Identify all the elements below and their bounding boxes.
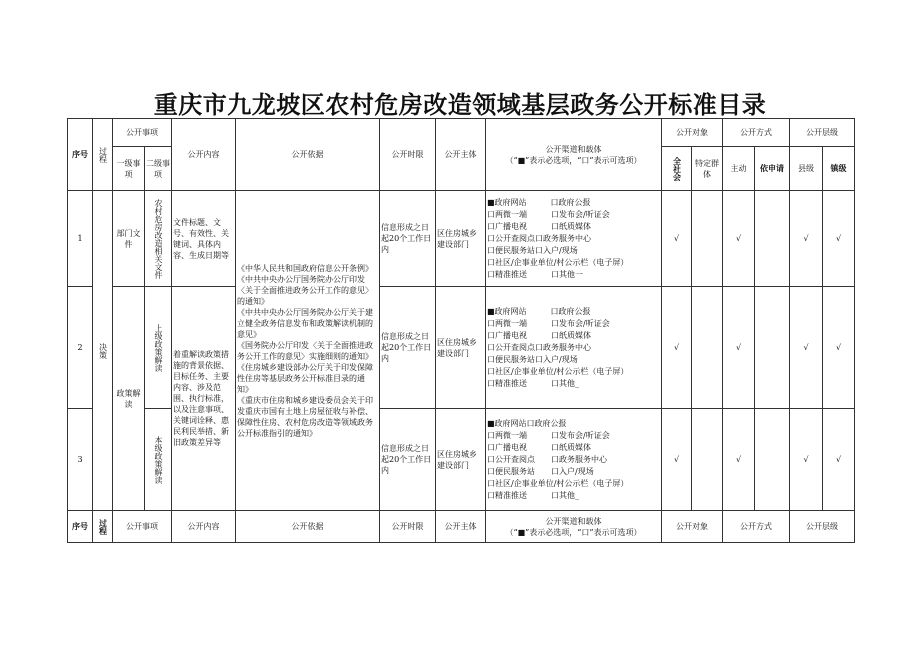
header-level: 公开层级 — [790, 119, 855, 147]
row-time: 信息形成之日起20个工作日内 — [380, 287, 436, 409]
header-matters: 公开事项 — [113, 119, 172, 147]
check-specific — [692, 287, 723, 409]
check-request — [755, 409, 790, 511]
row-level2: 上级政策解读 — [145, 287, 172, 409]
footer-channel-label: 公开渠道和载体 — [545, 516, 602, 526]
check-specific — [692, 191, 723, 287]
row-level2: 本级政策解读 — [145, 409, 172, 511]
header-time: 公开时限 — [380, 119, 436, 191]
header-method-request: 依申请 — [755, 147, 790, 191]
channel-line: ■政府网站口政府公报 — [487, 418, 567, 428]
document-title: 重庆市九龙坡区农村危房改造领域基层政务公开标准目录 — [153, 91, 767, 119]
header-method: 公开方式 — [723, 119, 790, 147]
header-level2: 二级事项 — [145, 147, 172, 191]
channel-line: 口公开查阅点 口政务服务中心 — [487, 454, 607, 464]
row-subject: 区住房城乡建设部门 — [436, 409, 486, 511]
row-level1: 政策解读 — [113, 287, 145, 511]
check-county: √ — [790, 287, 823, 409]
header-level1: 一级事项 — [113, 147, 145, 191]
row-time: 信息形成之日起20个工作日内 — [380, 191, 436, 287]
check-request — [755, 287, 790, 409]
channel-line: 口两微一端 口发布会/听证会 — [487, 209, 610, 219]
channel-line: 口两微一端 口发布会/听证会 — [487, 430, 610, 440]
header-level-county: 县级 — [790, 147, 823, 191]
channel-line: 口广播电视 口纸质媒体 — [487, 442, 591, 452]
header-level-town: 镇级 — [823, 147, 855, 191]
check-all: √ — [662, 409, 692, 511]
header-target-all: 全社会 — [662, 147, 692, 191]
header-channel — [486, 119, 662, 191]
row-subject: 区住房城乡建设部门 — [436, 287, 486, 409]
channel-line: 口社区/企事业单位/村公示栏（电子屏） — [487, 478, 629, 488]
header-seq: 序号 — [68, 119, 93, 191]
row-level2: 农村危房改造相关文件 — [145, 191, 172, 287]
channel-line: 口精准推送 口其他一 — [487, 269, 583, 279]
check-county: √ — [790, 191, 823, 287]
header-target: 公开对象 — [662, 119, 723, 147]
row-seq: 2 — [68, 287, 93, 409]
channel-line: 口广播电视 口纸质媒体 — [487, 221, 591, 231]
check-active: √ — [723, 409, 755, 511]
footer-channel-note: （“■”表示必选项，“口”表示可选项） — [505, 527, 642, 537]
channel-line: 口社区/企事业单位/村公示栏（电子屏） — [487, 257, 629, 267]
channel-line: 口广播电视 口纸质媒体 — [487, 330, 591, 340]
process-cell: 决策 — [93, 191, 113, 511]
table-row — [68, 191, 855, 287]
header-subject: 公开主体 — [436, 119, 486, 191]
footer-header-row — [68, 511, 855, 543]
row-subject: 区住房城乡建设部门 — [436, 191, 486, 287]
row-time: 信息形成之日起20个工作日内 — [380, 409, 436, 511]
row-seq: 1 — [68, 191, 93, 287]
channel-line: 口精准推送 口其他_ — [487, 378, 579, 388]
header-channel-note: （“■”表示必选项，“口”表示可选项） — [505, 155, 642, 165]
check-request — [755, 191, 790, 287]
channel-line: 口精准推送 口其他_ — [487, 490, 579, 500]
channel-line: 口公开查阅点口政务服务中心 — [487, 233, 591, 243]
row-channels — [486, 409, 662, 511]
channel-line: ■政府网站 口政府公报 — [487, 197, 591, 207]
header-content: 公开内容 — [172, 119, 236, 191]
check-town: √ — [823, 287, 855, 409]
footer-process: 过程 — [93, 511, 113, 543]
footer-matters: 公开事项 — [113, 511, 172, 543]
footer-level: 公开层级 — [790, 511, 855, 543]
header-process: 过程 — [93, 119, 113, 191]
channel-line: 口便民服务站 口入户/现场 — [487, 466, 594, 476]
check-town: √ — [823, 191, 855, 287]
footer-method: 公开方式 — [723, 511, 790, 543]
table-row — [68, 287, 855, 409]
row-content: 着重解读政策措施的背景依据、目标任务、主要内容、涉及范围、执行标准，以及注意事项、关键词诠释、惠民利民举措、新旧政策差异等 — [172, 287, 236, 511]
footer-content: 公开内容 — [172, 511, 236, 543]
footer-target: 公开对象 — [662, 511, 723, 543]
check-active: √ — [723, 191, 755, 287]
header-channel-label: 公开渠道和载体 — [545, 144, 602, 154]
standard-catalog-table — [67, 118, 855, 543]
header-basis: 公开依据 — [236, 119, 380, 191]
check-all: √ — [662, 191, 692, 287]
footer-subject: 公开主体 — [436, 511, 486, 543]
channel-line: 口便民服务站口入户/现场 — [487, 354, 578, 364]
footer-seq: 序号 — [68, 511, 93, 543]
check-county: √ — [790, 409, 823, 511]
footer-channel — [486, 511, 662, 543]
header-method-active: 主动 — [723, 147, 755, 191]
check-all: √ — [662, 287, 692, 409]
row-level1: 部门文件 — [113, 191, 145, 287]
channel-line: 口社区/企事业单位/村公示栏（电子屏） — [487, 366, 629, 376]
basis-cell: 《中华人民共和国政府信息公开条例》 《中共中央办公厅国务院办公厅印发〈关于全面推进政务公开工作的意见〉的通知》 《中共中央办公厅国务院办公厅关于建立健全政务信息发布和政策解读机制的意见》 《国务院办公厅印发〈关于全面推进政务公开工作的意见〉实施细则的通知》 《住房城乡建设部办公厅关于印发保障性住房等基层政务公开标准目录的通知》 《重庆市住房和城乡建设委员会关于印发重庆市国有土地上房屋征收与补偿、保障性住房、农村危房改造等领域政务公开标准指引的通知》 — [236, 191, 380, 511]
check-town: √ — [823, 409, 855, 511]
footer-time: 公开时限 — [380, 511, 436, 543]
check-active: √ — [723, 287, 755, 409]
row-channels — [486, 191, 662, 287]
channel-line: 口两微一端 口发布会/听证会 — [487, 318, 610, 328]
channel-line: 口便民服务站口入户/现场 — [487, 245, 578, 255]
row-seq: 3 — [68, 409, 93, 511]
header-target-specific: 特定群体 — [692, 147, 723, 191]
check-specific — [692, 409, 723, 511]
row-content: 文件标题、文号、有效性、关键词、具体内容、生成日期等 — [172, 191, 236, 287]
row-channels — [486, 287, 662, 409]
channel-line: ■政府网站 口政府公报 — [487, 306, 591, 316]
channel-line: 口公开查阅点口政务服务中心 — [487, 342, 591, 352]
footer-basis: 公开依据 — [236, 511, 380, 543]
